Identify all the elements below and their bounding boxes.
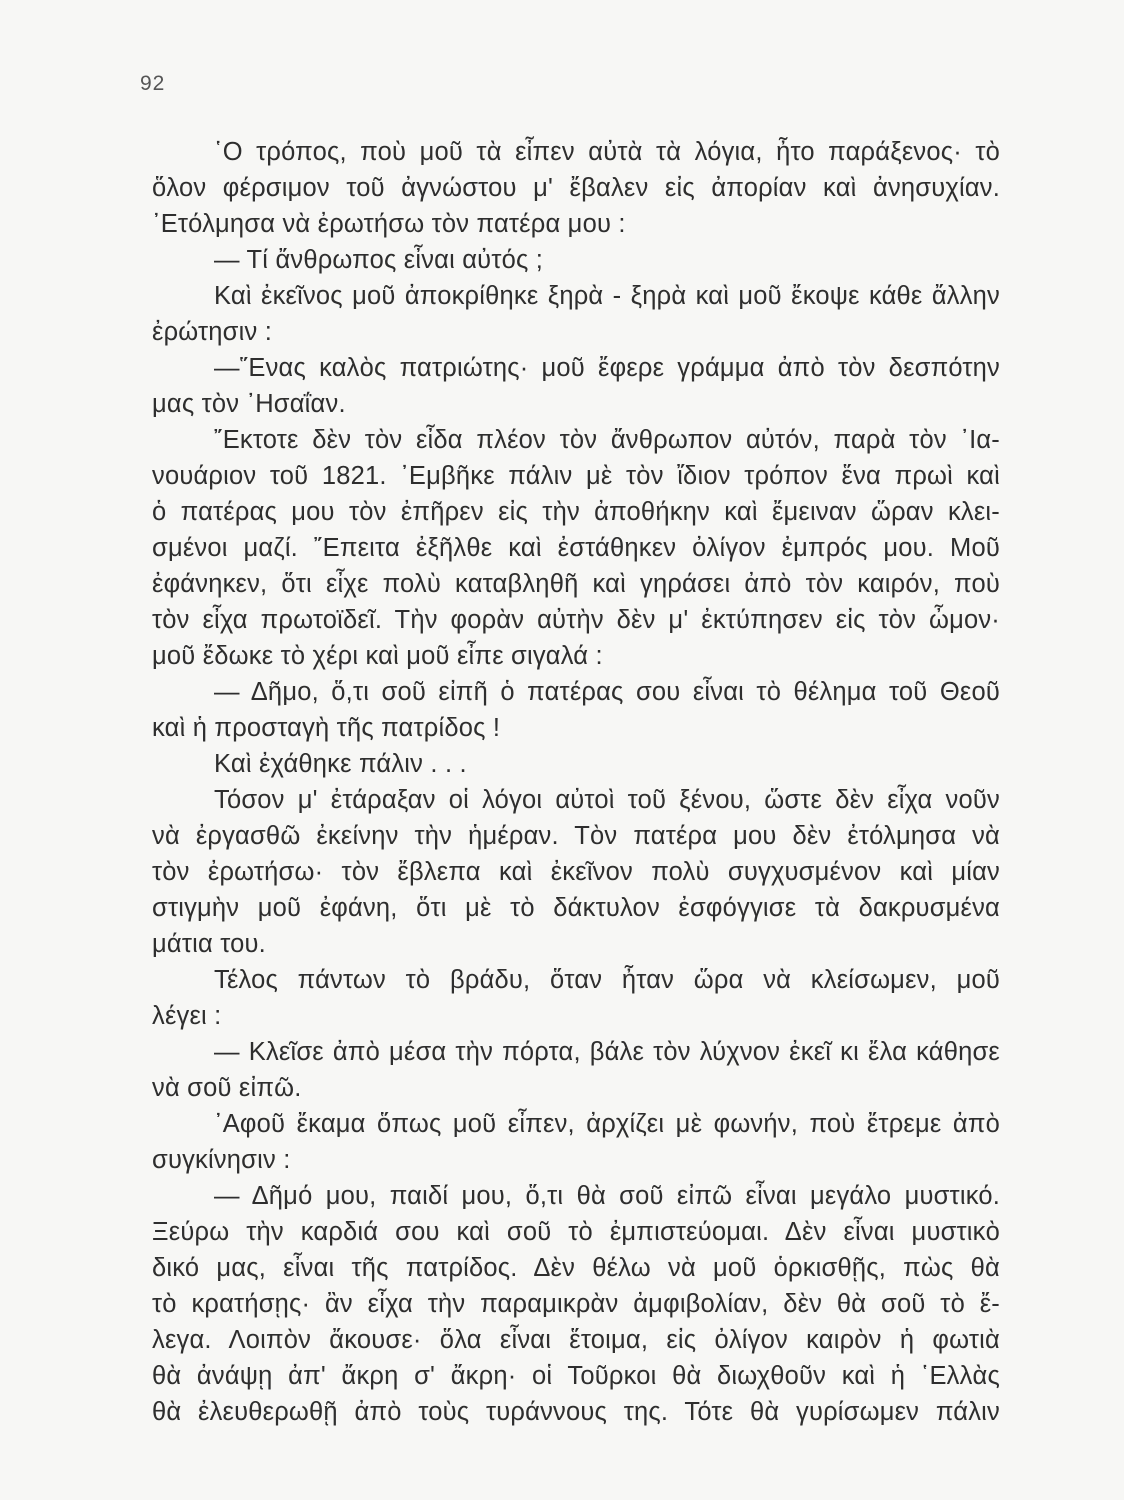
text-line: Καὶ ἐκεῖνος μοῦ ἀποκρίθηκε ξηρὰ - ξηρὰ καὶ μοῦ ἔκοψε κάθε ἄλλην xyxy=(214,282,1000,310)
text-line: μάτια του. xyxy=(152,930,266,958)
text-line: συγκίνησιν : xyxy=(152,1146,291,1174)
text-line: τὸν ἐρωτήσω· τὸν ἔβλεπα καὶ ἐκεῖνον πολὺ συγχυσμένον καὶ μίαν xyxy=(152,858,1000,886)
text-line: λέγει : xyxy=(152,1002,222,1030)
text-line: ῎Εκτοτε δὲν τὸν εἶδα πλέον τὸν ἄνθρωπον αὐτόν, παρὰ τὸν ᾽Ια- xyxy=(214,426,1000,454)
text-line: — Δῆμο, ὅ,τι σοῦ εἰπῆ ὁ πατέρας σου εἶναι τὸ θέλημα τοῦ Θεοῦ xyxy=(214,678,1000,706)
text-line: ἐρώτησιν : xyxy=(152,318,272,346)
text-line: νὰ σοῦ εἰπῶ. xyxy=(152,1074,302,1102)
text-line: στιγμὴν μοῦ ἐφάνη, ὅτι μὲ τὸ δάκτυλον ἐσφόγγισε τὰ δακρυσμένα xyxy=(152,894,1000,922)
text-line: λεγα. Λοιπὸν ἄκουσε· ὅλα εἶναι ἕτοιμα, εἰς ὀλίγον καιρὸν ἡ φωτιὰ xyxy=(152,1326,1000,1354)
text-line: θὰ ἐλευθερωθῇ ἀπὸ τοὺς τυράννους της. Τότε θὰ γυρίσωμεν πάλιν xyxy=(152,1398,1000,1426)
page-number: 92 xyxy=(140,72,166,95)
text-line: ῾Ο τρόπος, ποὺ μοῦ τὰ εἶπεν αὐτὰ τὰ λόγια, ἦτο παράξενος· τὸ xyxy=(214,138,1000,166)
text-line: θὰ ἀνάψῃ ἀπ' ἄκρη σ' ἄκρη· οἱ Τοῦρκοι θὰ διωχθοῦν καὶ ἡ ῾Ελλὰς xyxy=(152,1362,1000,1390)
text-line: καὶ ἡ προσταγὴ τῆς πατρίδος ! xyxy=(152,714,501,742)
text-line: ἐφάνηκεν, ὅτι εἶχε πολὺ καταβληθῆ καὶ γηράσει ἀπὸ τὸν καιρόν, ποὺ xyxy=(152,570,1000,598)
text-line: τὸ κρατήσῃς· ἂν εἶχα τὴν παραμικρὰν ἀμφιβολίαν, δὲν θὰ σοῦ τὸ ἔ- xyxy=(152,1290,1000,1318)
text-line: Καὶ ἐχάθηκε πάλιν . . . xyxy=(214,750,467,778)
text-line: Ξεύρω τὴν καρδιά σου καὶ σοῦ τὸ ἐμπιστεύομαι. Δὲν εἶναι μυστικὸ xyxy=(152,1218,1000,1246)
text-line: νὰ ἐργασθῶ ἐκείνην τὴν ἡμέραν. Τὸν πατέρα μου δὲν ἐτόλμησα νὰ xyxy=(152,822,1000,850)
text-line: Τόσον μ' ἐτάραξαν οἱ λόγοι αὐτοὶ τοῦ ξένου, ὥστε δὲν εἶχα νοῦν xyxy=(214,786,1000,814)
text-line: νουάριον τοῦ 1821. ᾽Εμβῆκε πάλιν μὲ τὸν ἴδιον τρόπον ἕνα πρωὶ καὶ xyxy=(152,462,1000,490)
text-line: δικό μας, εἶναι τῆς πατρίδος. Δὲν θέλω νὰ μοῦ ὁρκισθῇς, πὼς θὰ xyxy=(152,1254,1000,1282)
text-line: — Τί ἄνθρωπος εἶναι αὐτός ; xyxy=(214,246,544,274)
text-line: τὸν εἶχα πρωτοϊδεῖ. Τὴν φορὰν αὐτὴν δὲν μ' ἐκτύπησεν εἰς τὸν ὦμον· xyxy=(152,606,1000,634)
text-line: ὅλον φέρσιμον τοῦ ἀγνώστου μ' ἔβαλεν εἰς ἀπορίαν καὶ ἀνησυχίαν. xyxy=(152,174,1000,202)
text-line: Τέλος πάντων τὸ βράδυ, ὅταν ἦταν ὥρα νὰ κλείσωμεν, μοῦ xyxy=(214,966,1000,994)
text-line: ᾽Αφοῦ ἔκαμα ὅπως μοῦ εἶπεν, ἀρχίζει μὲ φωνήν, ποὺ ἔτρεμε ἀπὸ xyxy=(214,1110,1000,1138)
text-line: — Κλεῖσε ἀπὸ μέσα τὴν πόρτα, βάλε τὸν λύχνον ἐκεῖ κι ἔλα κάθησε xyxy=(214,1038,1000,1066)
text-line: ᾽Ετόλμησα νὰ ἐρωτήσω τὸν πατέρα μου : xyxy=(152,210,626,238)
text-line: ὁ πατέρας μου τὸν ἐπῆρεν εἰς τὴν ἀποθήκην καὶ ἔμειναν ὥραν κλει- xyxy=(152,498,1000,526)
text-line: — Δῆμό μου, παιδί μου, ὅ,τι θὰ σοῦ εἰπῶ εἶναι μεγάλο μυστικό. xyxy=(214,1182,1000,1210)
text-line: σμένοι μαζί. ῎Επειτα ἐξῆλθε καὶ ἐστάθηκεν ὀλίγον ἐμπρός μου. Μοῦ xyxy=(152,534,1000,562)
text-line: —῞Ενας καλὸς πατριώτης· μοῦ ἔφερε γράμμα ἀπὸ τὸν δεσπότην xyxy=(214,354,1000,382)
body-text xyxy=(152,134,1000,1430)
text-line: μας τὸν ᾽Ησαΐαν. xyxy=(152,390,346,418)
text-line: μοῦ ἔδωκε τὸ χέρι καὶ μοῦ εἶπε σιγαλά : xyxy=(152,642,603,670)
